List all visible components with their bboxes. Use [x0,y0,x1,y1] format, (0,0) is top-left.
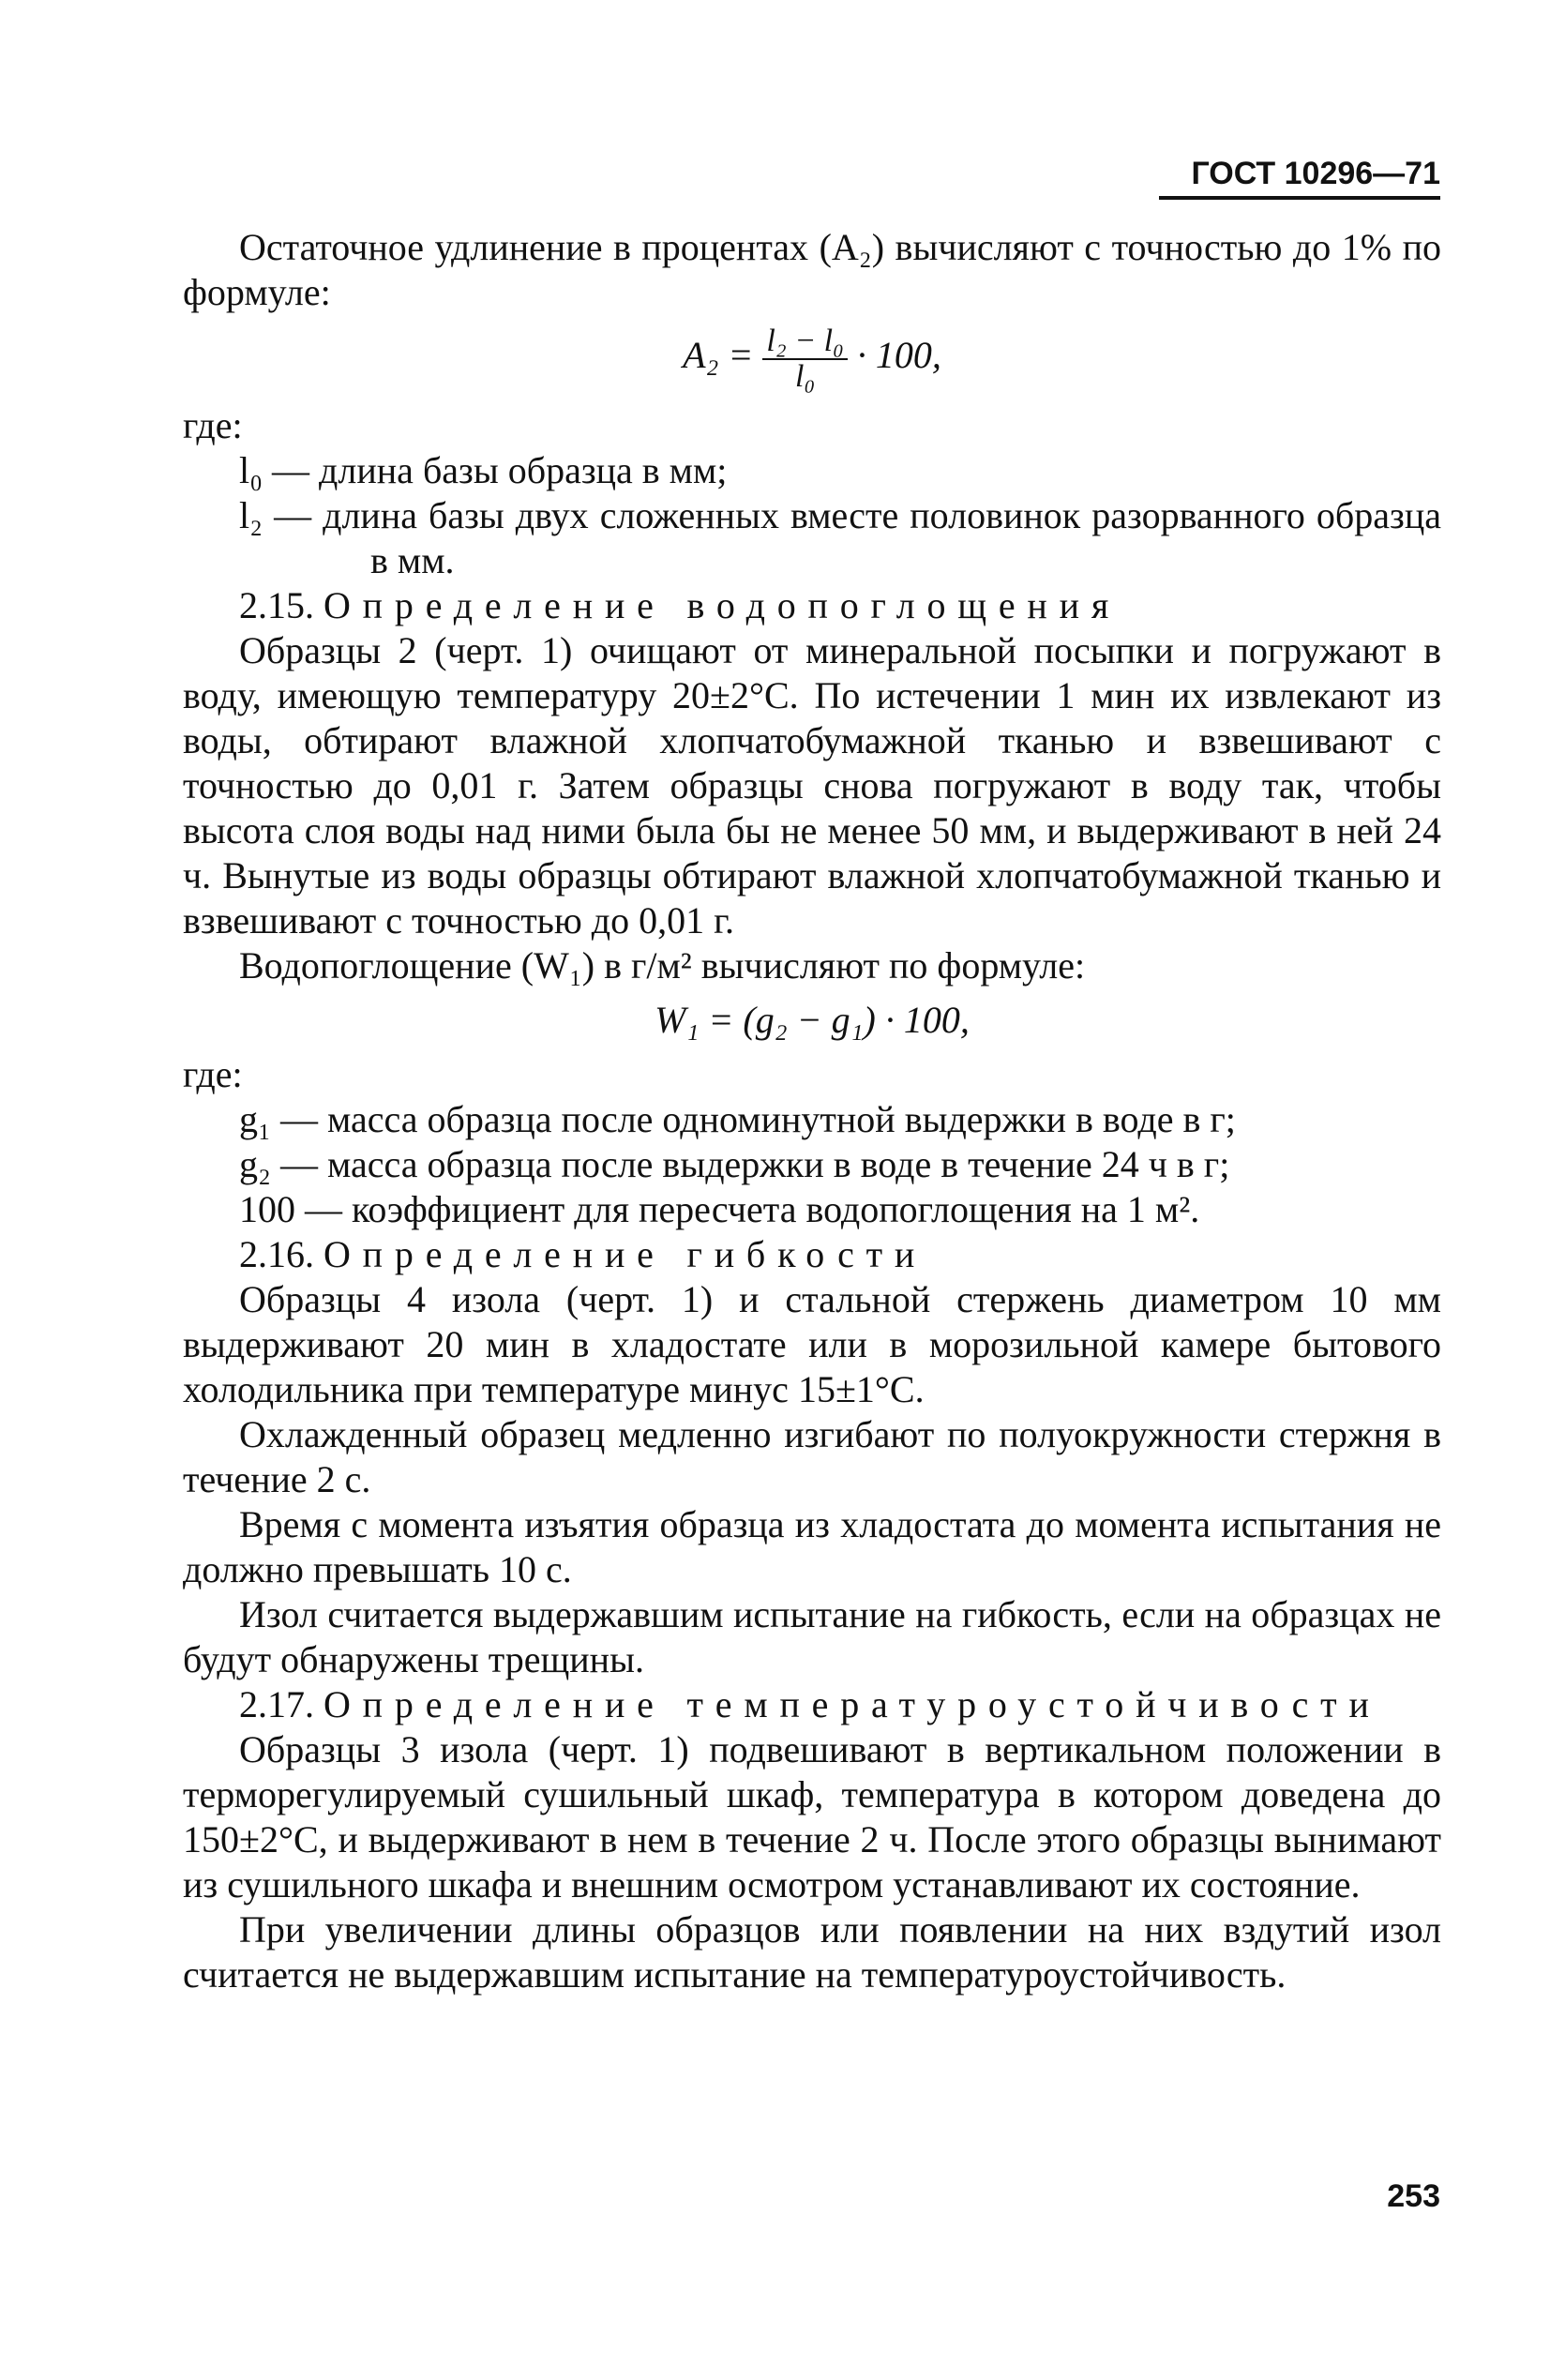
formula-lhs: A₂ = [683,334,754,377]
paragraph-2-16-a: Образцы 4 изола (черт. 1) и стальной стержень диаметром 10 мм выдерживают 20 мин в хладостате или в морозильной камере бытового холодильника при температуре минус 15±1°С. [183,1278,1441,1410]
header-rule [1159,196,1440,200]
standard-header: ГОСТ 10296—71 [1191,156,1440,191]
section-number: 2.16. [239,1233,314,1275]
section-heading-2-15 [183,583,1441,628]
section-heading-2-17 [183,1682,1441,1727]
paragraph-2-16-c: Время с момента изъятия образца из хладостата до момента испытания не должно превышать 10 с. [183,1503,1441,1590]
definition-l0: l₀ — длина базы образца в мм; [239,449,728,491]
paragraph-2-16-d: Изол считается выдержавшим испытание на гибкость, если на образцах не будут обнаружены трещины. [183,1593,1441,1680]
where-label: где: [183,1053,243,1095]
section-title: Определение гибкости [324,1233,927,1275]
paragraph-elongation: Остаточное удлинение в процентах (A₂) вычисляют с точностью до 1% по формуле: [183,226,1441,313]
page-number: 253 [1387,2178,1440,2214]
where-label: где: [183,404,243,446]
page-content [183,225,1441,1997]
definition-100: 100 — коэффициент для пересчета водопоглощения на 1 м². [239,1188,1200,1230]
paragraph-2-15-b: Водопоглощение (W₁) в г/м² вычисляют по формуле: [239,944,1086,987]
paragraph-2-15-a: Образцы 2 (черт. 1) очищают от минеральной посыпки и погружают в воду, имеющую температуру 20±2°С. По истечении 1 мин их извлекают из воды, обтирают влажной хлопчатобумажной тканью и взвешивают с точностью до 0,01 г. Затем образцы снова погружают в воду так, чтобы высота слоя воды над ними была бы не менее 50 мм, и выдерживают в ней 24 ч. Вынутые из воды образцы обтирают влажной хлопчатобумажной тканью и взвешивают с точностью до 0,01 г. [183,629,1441,941]
paragraph-2-17-a: Образцы 3 изола (черт. 1) подвешивают в вертикальном положении в терморегулируемый сушильный шкаф, температура в котором доведена до 150±2°С, и выдерживают в нем в течение 2 ч. После этого образцы вынимают из сушильного шкафа и внешним осмотром устанавливают их состояние. [183,1728,1441,1906]
definition-g2: g₂ — масса образца после выдержки в воде в течение 24 ч в г; [239,1143,1230,1185]
section-title: Определение водопоглощения [324,584,1121,626]
section-number: 2.17. [239,1683,314,1725]
section-heading-2-16 [183,1232,1441,1277]
definition-g1: g₁ — масса образца после одноминутной выдержки в воде в г; [239,1098,1236,1140]
formula-rhs: · 100, [856,334,941,377]
formula-elongation [183,324,1441,394]
definition-l2: l₂ — длина базы двух сложенных вместе половинок разорванного образца в мм. [239,494,1441,581]
section-number: 2.15. [239,584,314,626]
formula-denominator: l₀ [795,359,816,394]
paragraph-2-17-b: При увеличении длины образцов или появлении на них вздутий изол считается не выдержавшим испытание на температуроустойчивость. [183,1908,1441,1996]
paragraph-2-16-b: Охлажденный образец медленно изгибают по полуокружности стержня в течение 2 с. [183,1413,1441,1500]
section-title: Определение температуроустойчивости [324,1683,1381,1725]
formula-absorption: W₁ = (g₂ − g₁) · 100, [655,999,970,1041]
formula-numerator: l₂ − l₀ [762,324,847,360]
formula-fraction [762,324,847,394]
